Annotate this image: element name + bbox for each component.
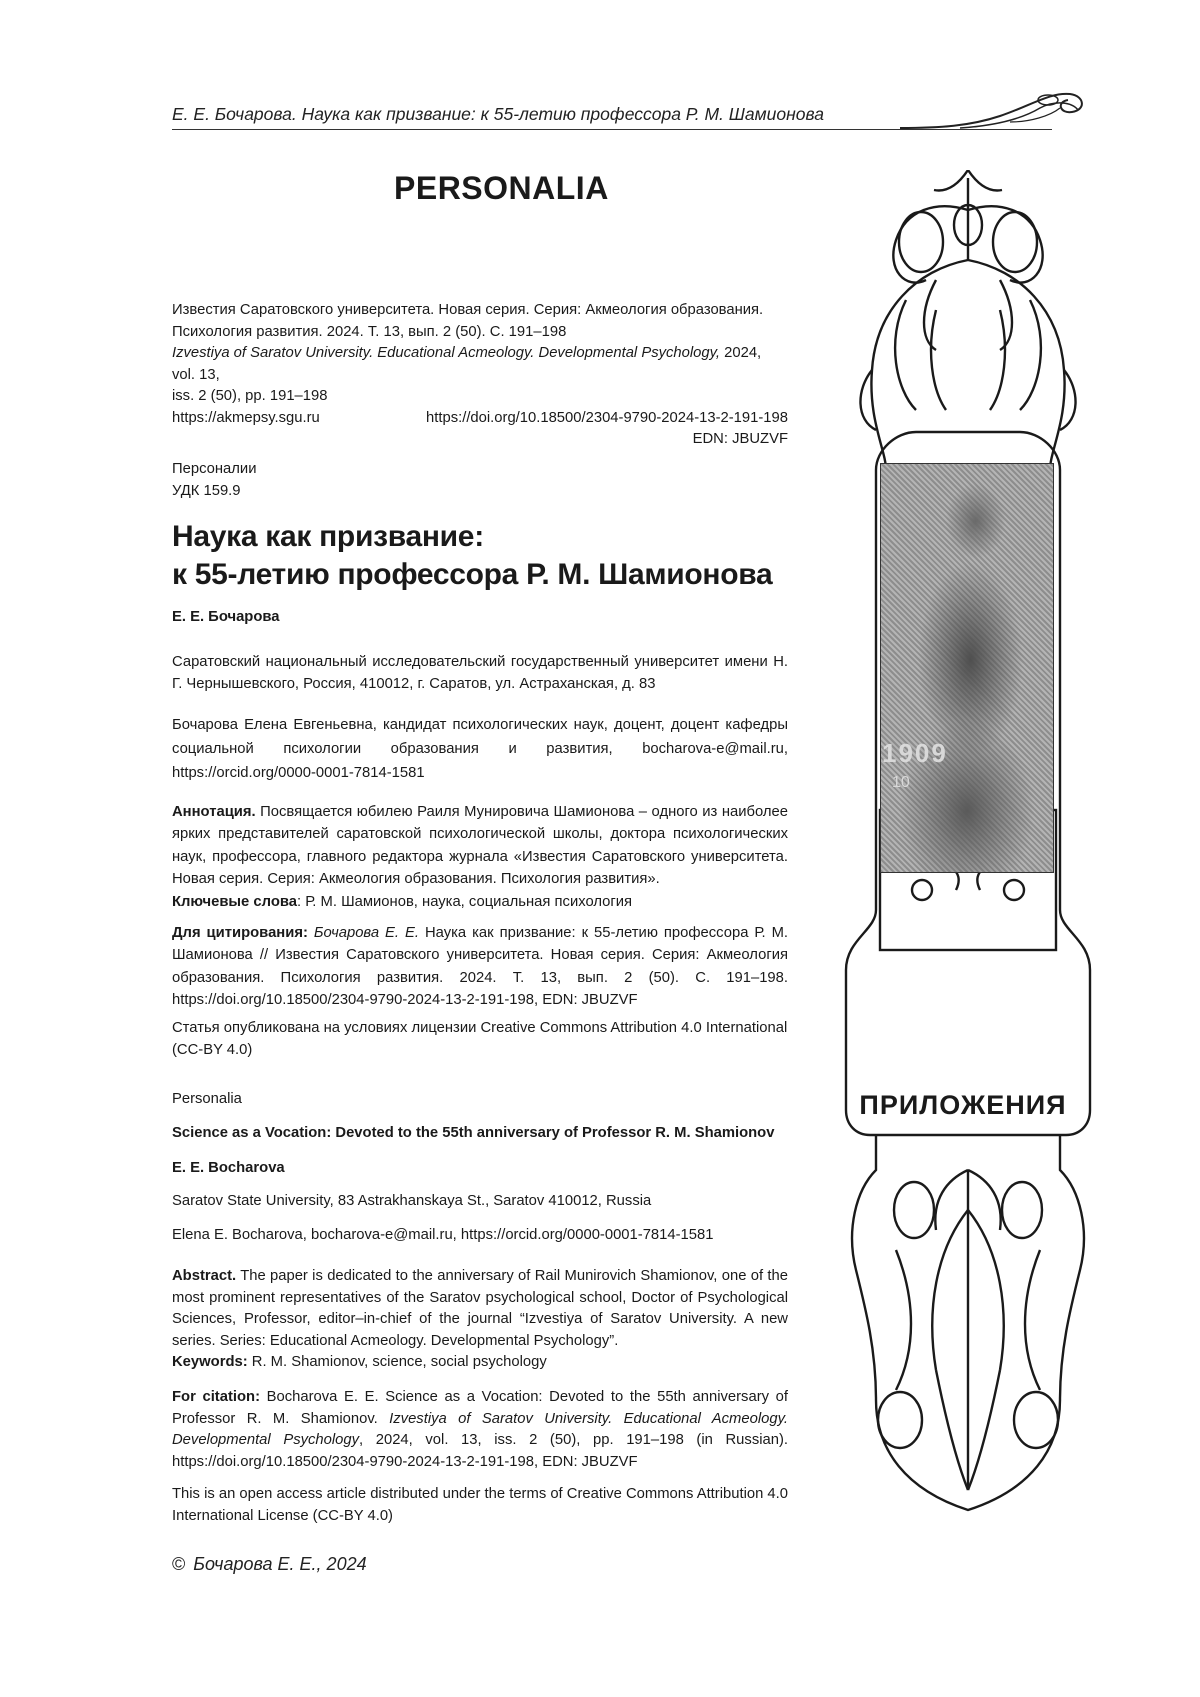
photo-date: 10 [892,774,910,792]
article-title-line2: к 55-летию профессора Р. М. Шамионова [172,556,812,594]
journal-meta [172,300,788,451]
keywords-ru-label: Ключевые слова [172,894,297,910]
copyright [172,1554,367,1575]
keywords-en-text: R. M. Shamionov, science, social psychology [248,1354,547,1370]
citation-ru-text: Наука как призвание: к 55-летию профессора Р. М. Шамионова // Известия Саратовского университета. Новая серия. Серия: Акмеология образования. Психология развития. 2024. Т. 13, вып. 2 (50). С. 191–198. https://doi.org/10.18500/2304-9790-2024-13-2-191-198, EDN: JBUZVF [172,925,788,1008]
citation-en-text2: , 2024, vol. 13, iss. 2 (50), pp. 191–198 (in Russian). https://doi.org/10.18500/2304-9790-2024-13-2-191-198, EDN: JBUZVF [172,1432,788,1470]
citation-ru-author: Бочарова Е. Е. [308,925,419,941]
copyright-symbol: © [172,1554,185,1574]
license-en: This is an open access article distributed under the terms of Creative Commons Attribution 4.0 International License (CC-BY 4.0) [172,1484,788,1527]
rubric-en: Personalia [172,1089,788,1111]
citation-en-label: For citation: [172,1389,260,1405]
journal-meta-en-line1: Izvestiya of Saratov University. Educational Acmeology. Developmental Psychology, [172,345,720,361]
citation-en-journal: Izvestiya of Saratov University. Educational Acmeology. Developmental Psychology [172,1411,788,1449]
rubric-block [172,459,788,502]
header-ornament-icon [900,86,1090,134]
header-rule [172,129,1052,130]
rubric: Персоналии [172,459,788,481]
citation-ru-label: Для цитирования: [172,925,308,941]
journal-meta-en-line1-tail: 2024, vol. 13, [172,345,761,383]
running-header: Е. Е. Бочарова. Наука как призвание: к 55-летию профессора Р. М. Шамионова [172,104,824,125]
photo-year: 1909 [882,738,948,769]
journal-meta-ru-line1: Известия Саратовского университета. Новая серия. Серия: Акмеология образования. [172,300,788,322]
doi-link[interactable]: https://doi.org/10.18500/2304-9790-2024-13-2-191-198 [426,408,788,430]
article-title-line1: Наука как призвание: [172,518,812,556]
journal-meta-ru-line2: Психология развития. 2024. Т. 13, вып. 2 (50). С. 191–198 [172,322,788,344]
author-info-ru: Бочарова Елена Евгеньевна, кандидат психологических наук, доцент, доцент кафедры социальной психологии образования и развития, bocharova-e@mail.ru, https://orcid.org/0000-0001-7814-1581 [172,713,788,785]
edn: EDN: JBUZVF [172,429,788,451]
article-title [172,518,812,594]
udk: УДК 159.9 [172,481,788,503]
journal-meta-en-line2: iss. 2 (50), pp. 191–198 [172,386,788,408]
author-en: E. E. Bocharova [172,1158,788,1180]
abstract-ru-label: Аннотация. [172,804,256,820]
citation-en-text1: Bocharova E. E. Science as a Vocation: Devoted to the 55th anniversary of Professor R. M. Shamionov. [172,1389,788,1427]
affiliation-ru: Саратовский национальный исследовательский государственный университет имени Н. Г. Чернышевского, Россия, 410012, г. Саратов, ул. Астраханская, д. 83 [172,651,788,695]
keywords-en-label: Keywords: [172,1354,248,1370]
abstract-en-label: Abstract. [172,1268,236,1284]
sidebar-label: ПРИЛОЖЕНИЯ [843,1090,1083,1121]
vintage-photo [880,463,1054,873]
license-ru: Статья опубликована на условиях лицензии Creative Commons Attribution 4.0 International (CC-BY 4.0) [172,1018,788,1061]
journal-site-link[interactable]: https://akmepsy.sgu.ru [172,408,320,430]
section-title: PERSONALIA [394,170,609,207]
abstract-ru-text: Посвящается юбилею Раиля Мунировича Шамионова – одного из наиболее ярких представителей саратовской психологической школы, доктора психологических наук, профессора, главного редактора журнала «Известия Саратовского университета. Новая серия. Серия: Акмеология образования. Психология развития». [172,804,788,887]
affiliation-en: Saratov State University, 83 Astrakhanskaya St., Saratov 410012, Russia [172,1191,788,1213]
abstract-en-text: The paper is dedicated to the anniversary of Rail Munirovich Shamionov, one of the most prominent representatives of the Saratov psychological school, Doctor of Psychological Sciences, Professor, editor–in-chief of the journal “Izvestiya of Saratov University. A new series. Series: Educational Acmeology. Developmental Psychology”. [172,1268,788,1349]
author-ru: Е. Е. Бочарова [172,607,788,629]
author-info-en: Elena E. Bocharova, bocharova-e@mail.ru, https://orcid.org/0000-0001-7814-1581 [172,1225,788,1247]
keywords-ru-text: : Р. М. Шамионов, наука, социальная психология [297,894,632,910]
title-en: Science as a Vocation: Devoted to the 55th anniversary of Professor R. M. Shamionov [172,1123,788,1145]
copyright-text: Бочарова Е. Е., 2024 [193,1554,366,1574]
abstract-ru [172,801,788,913]
citation-ru [172,922,788,1012]
abstract-en [172,1266,788,1374]
citation-en [172,1387,788,1473]
